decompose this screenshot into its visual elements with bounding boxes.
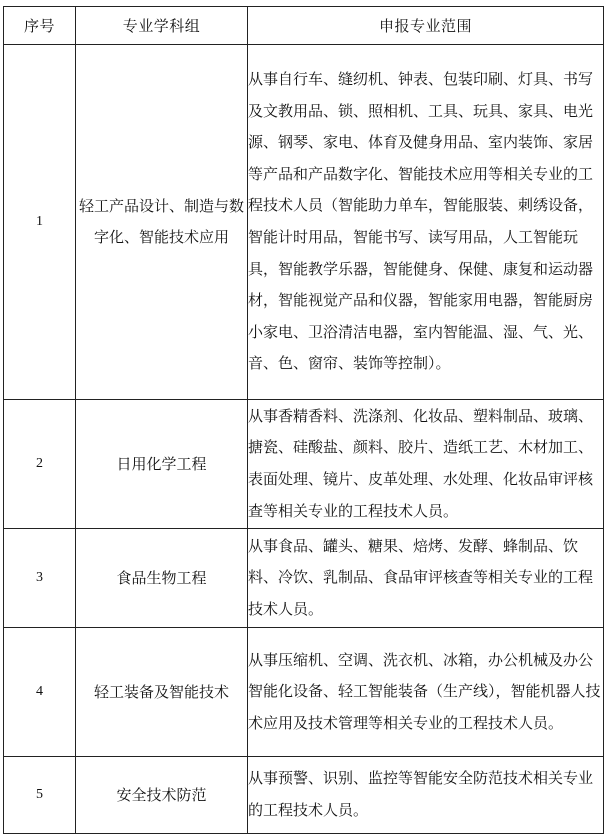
- table-header-row: [4, 7, 604, 45]
- header-discipline-group: 专业学科组: [76, 7, 248, 45]
- table-row: [4, 757, 604, 834]
- row-discipline-group: 食品生物工程: [76, 529, 248, 628]
- row-number: 1: [4, 45, 76, 400]
- row-application-scope: 从事压缩机、空调、洗衣机、冰箱，办公机械及办公智能化设备、轻工智能装备（生产线），智能机器人技术应用及技术管理等相关专业的工程技术人员。: [248, 628, 604, 757]
- row-number: 4: [4, 628, 76, 757]
- row-application-scope: 从事香精香料、洗涤剂、化妆品、塑料制品、玻璃、搪瓷、硅酸盐、颜料、胶片、造纸工艺、木材加工、表面处理、镜片、皮革处理、水处理、化妆品审评核查等相关专业的工程技术人员。: [248, 400, 604, 529]
- row-application-scope: 从事自行车、缝纫机、钟表、包装印刷、灯具、书写及文教用品、锁、照相机、工具、玩具、家具、电光源、钢琴、家电、体育及健身用品、室内装饰、家居等产品和产品数字化、智能技术应用等相关专业的工程技术人员（智能助力单车，智能服装、刺绣设备，智能计时用品，智能书写、读写用品，人工智能玩具，智能教学乐器，智能健身、保健、康复和运动器材，智能视觉产品和仪器，智能家用电器，智能厨房小家电、卫浴清洁电器，室内智能温、湿、气、光、音、色、窗帘、装饰等控制）。: [248, 45, 604, 400]
- row-number: 5: [4, 757, 76, 834]
- row-application-scope: 从事预警、识别、监控等智能安全防范技术相关专业的工程技术人员。: [248, 757, 604, 834]
- specialty-table: [3, 6, 604, 834]
- row-number: 2: [4, 400, 76, 529]
- header-serial-number: 序号: [4, 7, 76, 45]
- row-discipline-group: 日用化学工程: [76, 400, 248, 529]
- table-row: [4, 529, 604, 628]
- table-row: [4, 45, 604, 400]
- table-row: [4, 400, 604, 529]
- row-discipline-group: 轻工装备及智能技术: [76, 628, 248, 757]
- row-discipline-group: 轻工产品设计、制造与数字化、智能技术应用: [76, 45, 248, 400]
- header-application-scope: 申报专业范围: [248, 7, 604, 45]
- table-row: [4, 628, 604, 757]
- row-number: 3: [4, 529, 76, 628]
- row-discipline-group: 安全技术防范: [76, 757, 248, 834]
- row-application-scope: 从事食品、罐头、糖果、焙烤、发酵、蜂制品、饮料、冷饮、乳制品、食品审评核查等相关专业的工程技术人员。: [248, 529, 604, 628]
